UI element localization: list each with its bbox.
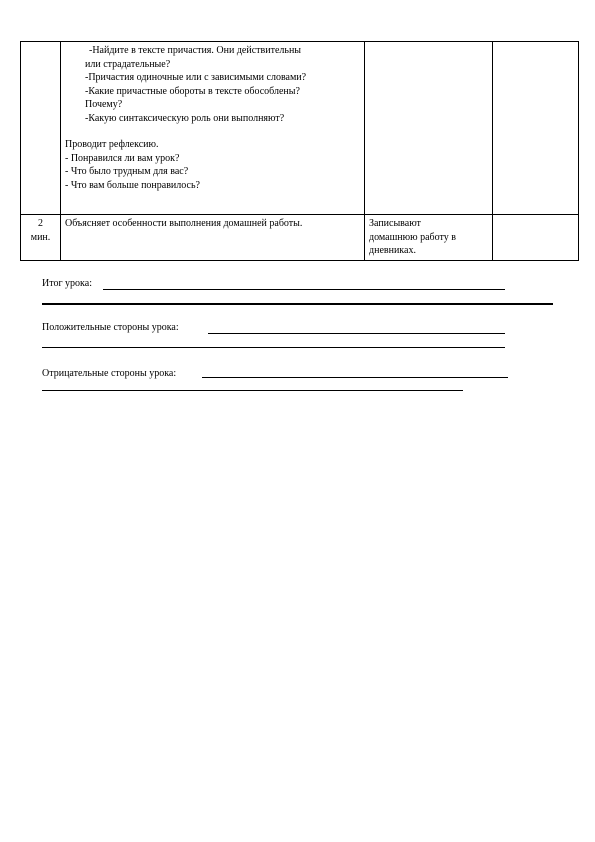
negative-fill-line-2 xyxy=(42,390,463,391)
result-fill-line xyxy=(103,289,505,290)
negative-fill-line xyxy=(202,377,508,378)
reflection-heading: Проводит рефлексию. xyxy=(65,139,159,150)
table-row xyxy=(21,42,579,215)
positive-fill-line-2 xyxy=(42,347,505,348)
time-cell xyxy=(21,42,61,215)
question-line: -Причастия одиночные или с зависимыми словами? xyxy=(85,72,307,83)
question-line: -Найдите в тексте причастия. Они действительны xyxy=(89,45,302,56)
notes-cell xyxy=(493,42,579,215)
student-activity-cell xyxy=(365,42,493,215)
time-unit: мин. xyxy=(30,231,51,243)
question-line: или страдательные? xyxy=(85,58,171,70)
student-line: дневниках. xyxy=(369,245,416,256)
positive-fill-line xyxy=(208,333,505,334)
reflection-question: - Понравился ли вам урок? xyxy=(65,152,180,164)
student-activity-cell xyxy=(365,215,493,261)
positive-label: Положительные стороны урока: xyxy=(42,322,179,333)
question-line: -Какие причастные обороты в тексте обособлены? xyxy=(85,85,300,97)
result-fill-line-2 xyxy=(42,303,553,305)
table-row xyxy=(21,215,579,261)
teacher-activity-cell xyxy=(61,42,365,215)
notes-cell xyxy=(493,215,579,261)
student-line: домашнюю работу в xyxy=(369,231,456,243)
reflection-question: - Что было трудным для вас? xyxy=(65,166,189,177)
question-line: -Какую синтаксическую роль они выполняют? xyxy=(85,112,285,124)
question-line: Почему? xyxy=(85,99,123,110)
time-value: 2 xyxy=(38,218,43,229)
reflection-question: - Что вам больше понравилось? xyxy=(65,179,200,191)
teacher-activity-cell: Объясняет особенности выполнения домашней работы. xyxy=(61,215,365,261)
student-line: Записывают xyxy=(369,218,421,229)
result-label: Итог урока: xyxy=(42,278,92,289)
time-cell xyxy=(21,215,61,261)
negative-label: Отрицательные стороны урока: xyxy=(42,368,177,379)
lesson-plan-table xyxy=(20,41,579,261)
